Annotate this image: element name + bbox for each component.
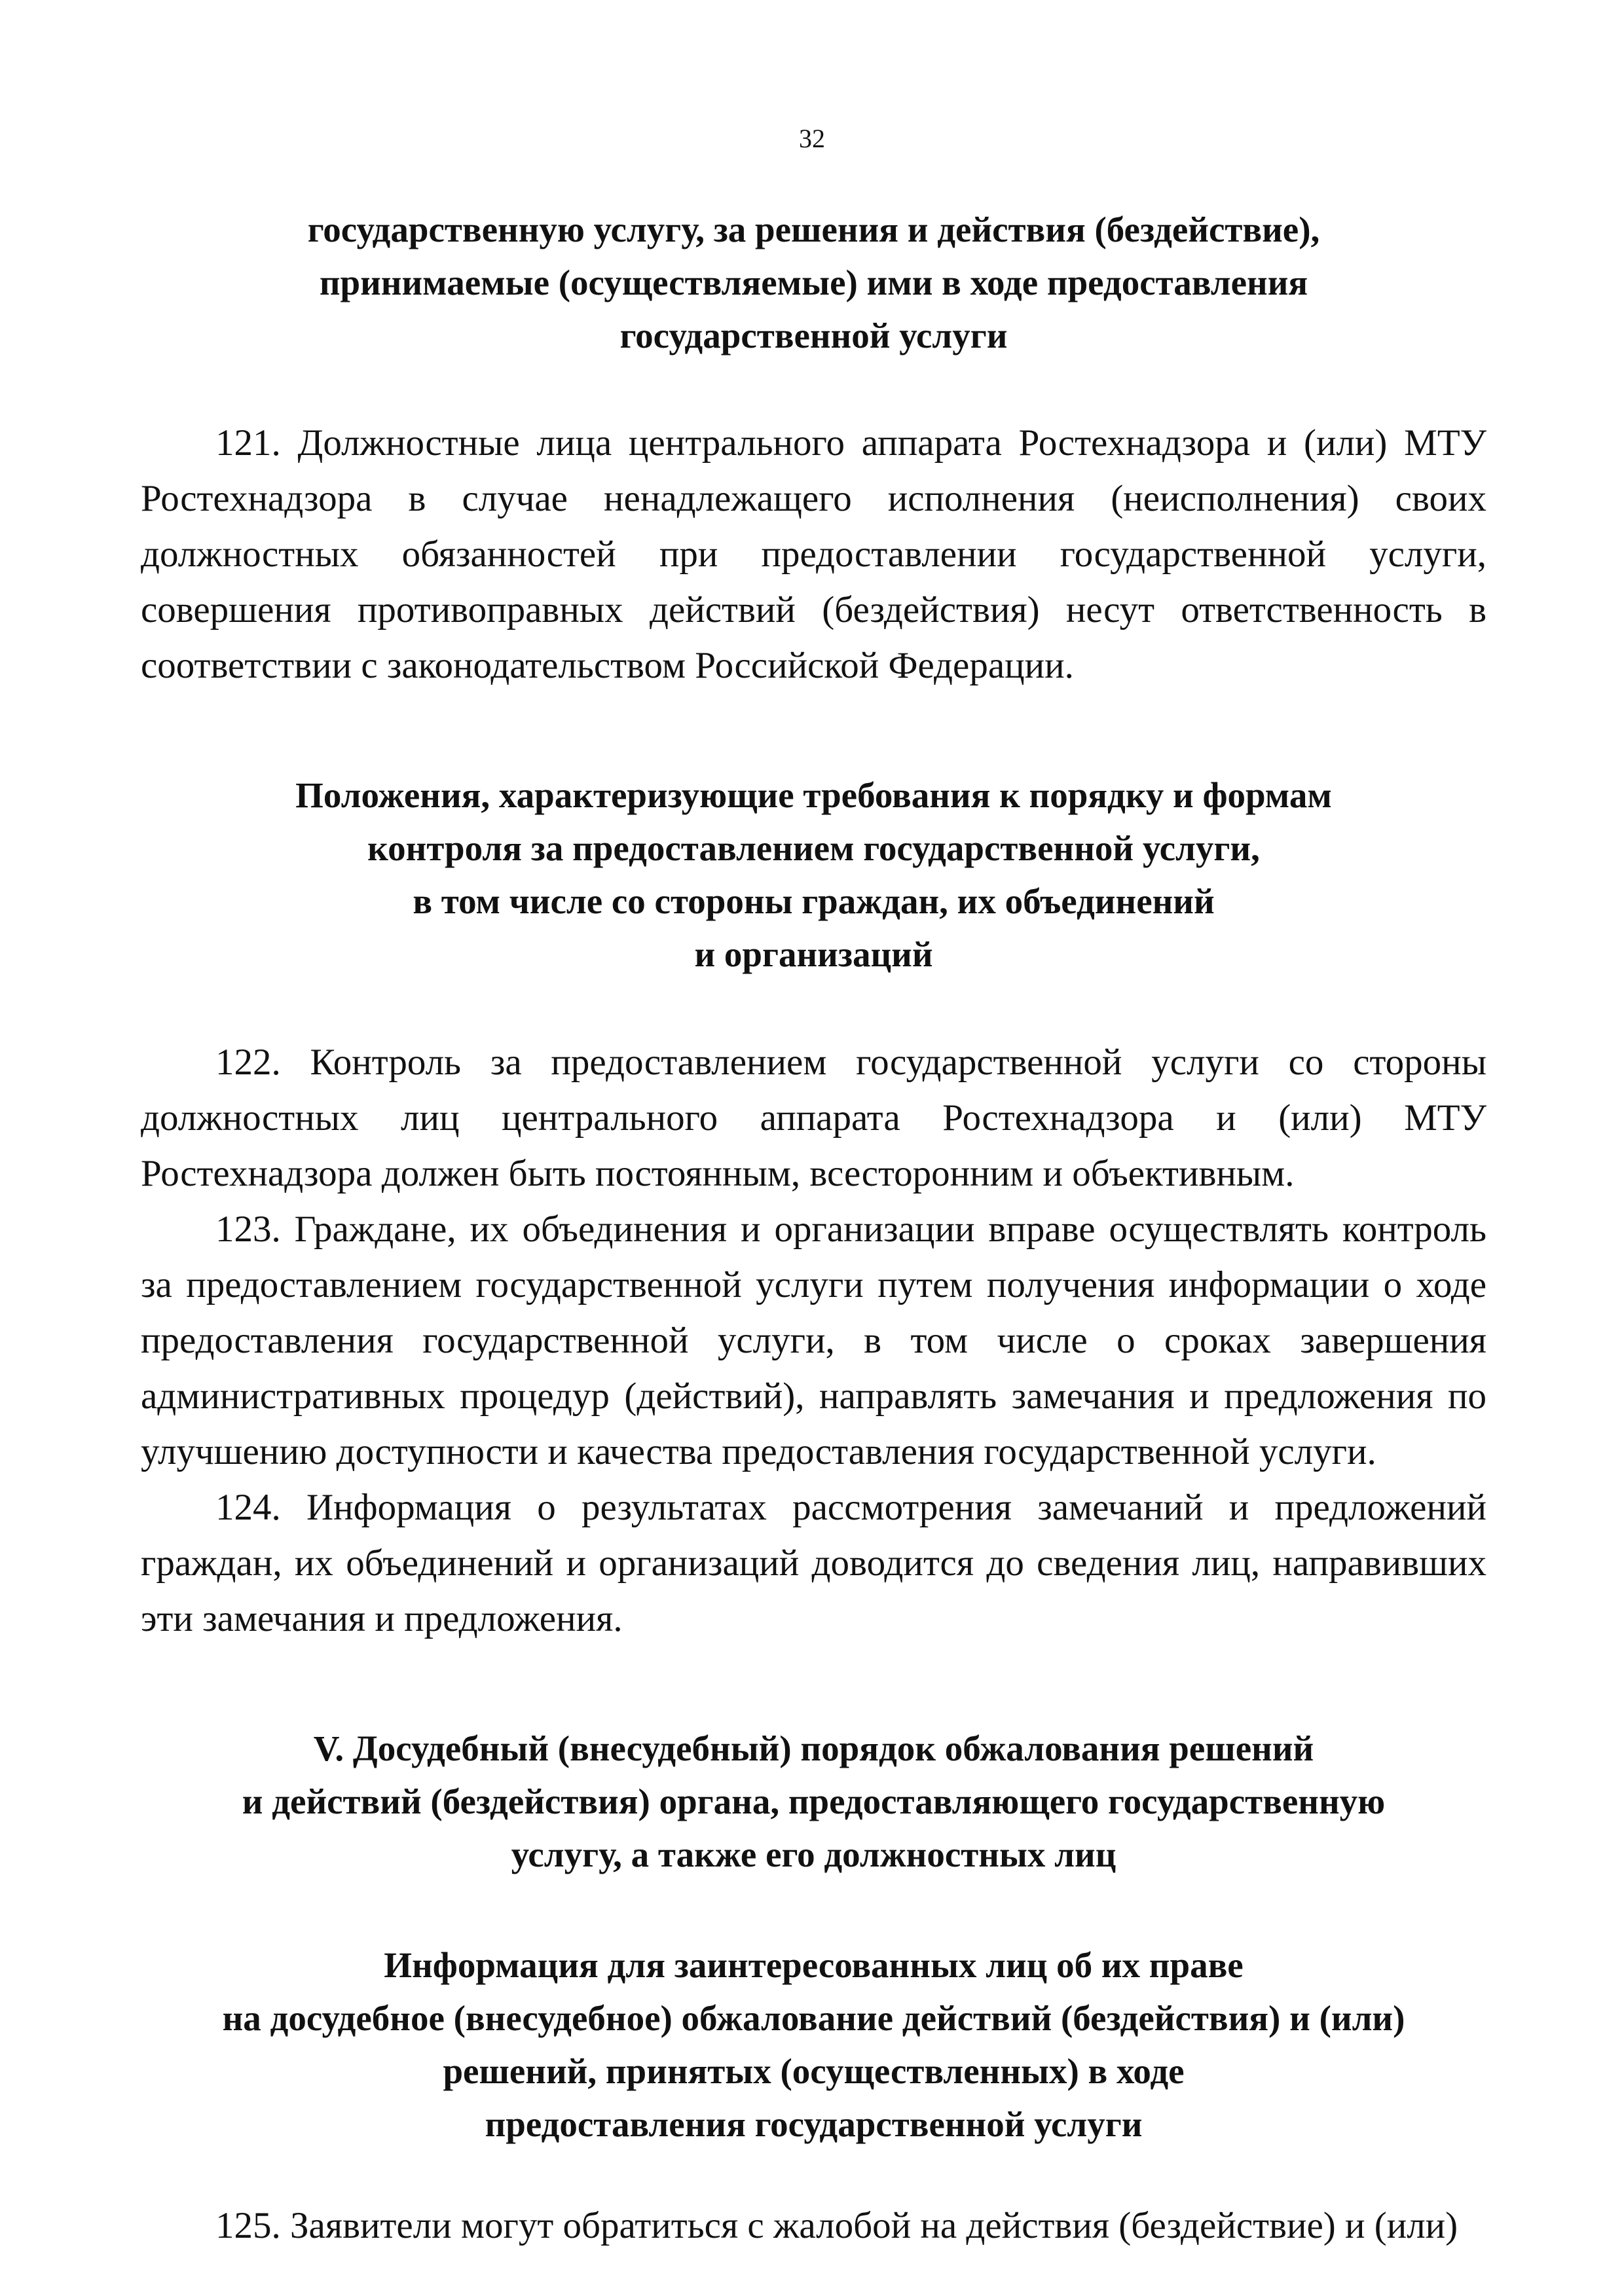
paragraph-123: 123. Граждане, их объединения и организации вправе осуществлять контроль за предоставлением государственной услуги путем получения информации о ходе предоставления государственной услуги, в том числе о сроках завершения административных процедур (действий), направлять замечания и предложения по улучшению доступности и качества предоставления государственной услуги. — [141, 1209, 1486, 1472]
paragraph-125: 125. Заявители могут обратиться с жалобой на действия (бездействие) и (или) — [215, 2205, 1458, 2246]
heading-line: на досудебное (внесудебное) обжалование действий (бездействия) и (или) — [222, 1998, 1405, 2038]
heading-section-v — [141, 1722, 1486, 1881]
paragraph-121: 121. Должностные лица центрального аппарата Ростехнадзора и (или) МТУ Ростехнадзора в случае ненадлежащего исполнения (неисполнения) своих должностных обязанностей при предоставлении государственной услуги, совершения противоправных действий (бездействия) несут ответственность в соответствии с законодательством Российской Федерации. — [141, 422, 1486, 686]
paragraph-124: 124. Информация о результатах рассмотрения замечаний и предложений граждан, их объединений и организаций доводится до сведения лиц, направивших эти замечания и предложения. — [141, 1487, 1486, 1639]
heading-line: предоставления государственной услуги — [485, 2104, 1143, 2144]
paragraph-122: 122. Контроль за предоставлением государственной услуги со стороны должностных лиц центрального аппарата Ростехнадзора и (или) МТУ Ростехнадзора должен быть постоянным, всесторонним и объективным. — [141, 1042, 1486, 1194]
heading-line: в том числе со стороны граждан, их объединений — [413, 881, 1215, 921]
heading-line: и организаций — [694, 934, 933, 974]
page-number: 32 — [799, 124, 825, 153]
heading-line: решений, принятых (осуществленных) в ходе — [443, 2051, 1185, 2091]
heading-line: V. Досудебный (внесудебный) порядок обжалования решений — [313, 1728, 1314, 1768]
heading-line: государственной услуги — [619, 316, 1008, 355]
heading-line: контроля за предоставлением государственной услуги, — [367, 828, 1260, 868]
heading-line: Информация для заинтересованных лиц об их праве — [384, 1945, 1244, 1985]
document-body — [141, 203, 1486, 2253]
heading-line: и действий (бездействия) органа, предоставляющего государственную — [242, 1781, 1386, 1821]
heading-line: услугу, а также его должностных лиц — [511, 1834, 1116, 1874]
heading-continued — [141, 203, 1486, 362]
heading-information-rights — [141, 1939, 1486, 2151]
heading-control-requirements — [141, 769, 1486, 981]
heading-line: государственную услугу, за решения и действия (бездействие), — [307, 210, 1320, 249]
heading-line: принимаемые (осуществляемые) ими в ходе предоставления — [319, 263, 1308, 302]
heading-line: Положения, характеризующие требования к порядку и формам — [295, 775, 1332, 815]
